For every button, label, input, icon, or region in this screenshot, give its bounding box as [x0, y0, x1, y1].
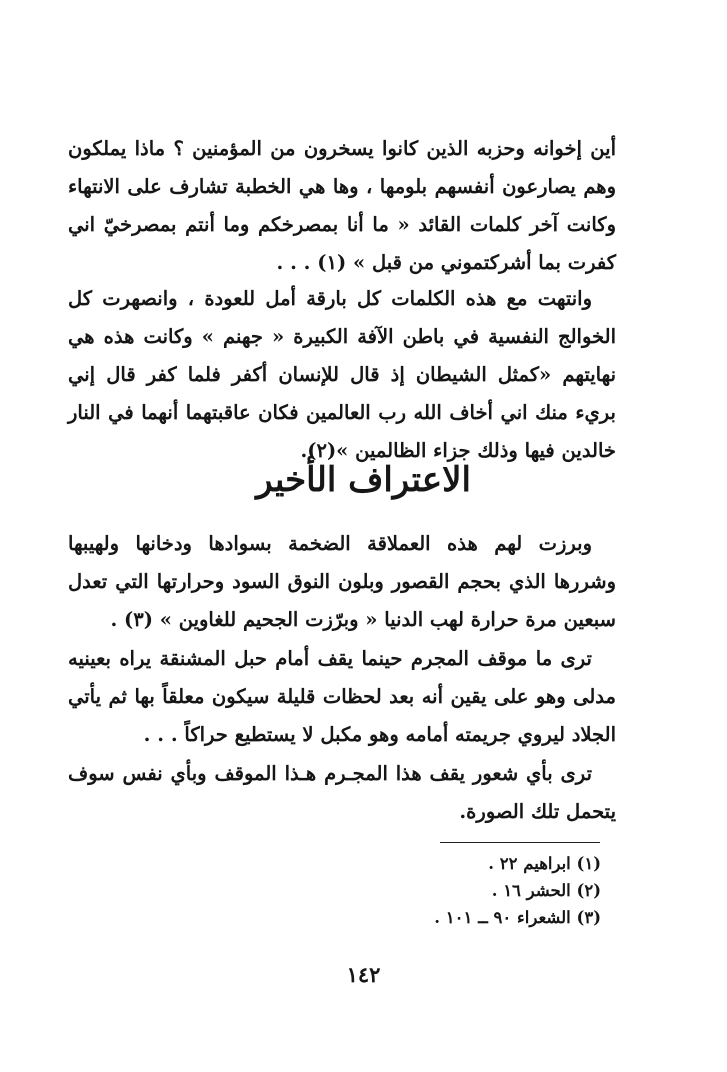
page-number: ١٤٢ — [346, 962, 381, 987]
footnote-2: (٢) الحشر ١٦ . — [491, 881, 601, 900]
footnotes — [434, 850, 601, 931]
section-heading: الاعتراف الأخير — [256, 460, 471, 500]
footnote-3: (٣) الشعراء ٩٠ ــ ١٠١ . — [434, 908, 601, 927]
paragraph-3 — [68, 525, 616, 639]
paragraph-5-text: ترى بأي شعور يقف هذا المجـرم هـذا الموقف وبأي نفس سوف يتحمل تلك الصورة. — [68, 762, 616, 823]
paragraph-1 — [68, 130, 616, 282]
paragraph-3-text: وبرزت لهم هذه العملاقة الضخمة بسوادها ودخانها ولهيبها وشررها الذي بحجم القصور وبلون النوق السود وحرارتها التي تعدل سبعين مرة حرارة لهب الدنيا « وبرّزت الجحيم للغاوين » (٣) . — [68, 532, 616, 631]
paragraph-1-text: أين إخوانه وحزبه الذين كانوا يسخرون من المؤمنين ؟ ماذا يملكون وهم يصارعون أنفسهم بلومها ، وها هي الخطبة تشارف على الانتهاء وكانت آخر كلمات القائد « ما أنا بمصرخكم وما أنتم بمصرخيّ اني كفرت بما أشركتموني من قبل » (١) . . . — [68, 137, 616, 274]
paragraph-4 — [68, 640, 616, 754]
paragraph-4-text: ترى ما موقف المجرم حينما يقف أمام حبل المشنقة يراه بعينيه مدلى وهو على يقين أنه بعد لحظات قليلة سيكون معلقاً بها ثم يأتي الجلاد ليروي جريمته أمامه وهو مكبل لا يستطيع حراكاً . . . — [68, 647, 616, 746]
footnote-divider — [440, 842, 600, 843]
paragraph-5 — [68, 755, 616, 831]
footnote-1: (١) ابراهيم ٢٢ . — [488, 854, 601, 873]
paragraph-2 — [68, 280, 616, 470]
paragraph-2-text: وانتهت مع هذه الكلمات كل بارقة أمل للعودة ، وانصهرت كل الخوالج النفسية في باطن الآفة الكبيرة « جهنم » وكانت هذه هي نهايتهم «كمثل الشيطان إذ قال للإنسان أكفر فلما كفر قال إني بريء منك اني أخاف الله رب العالمين فكان عاقبتهما أنهما في النار خالدين فيها وذلك جزاء الظالمين »(٢). — [68, 287, 616, 462]
